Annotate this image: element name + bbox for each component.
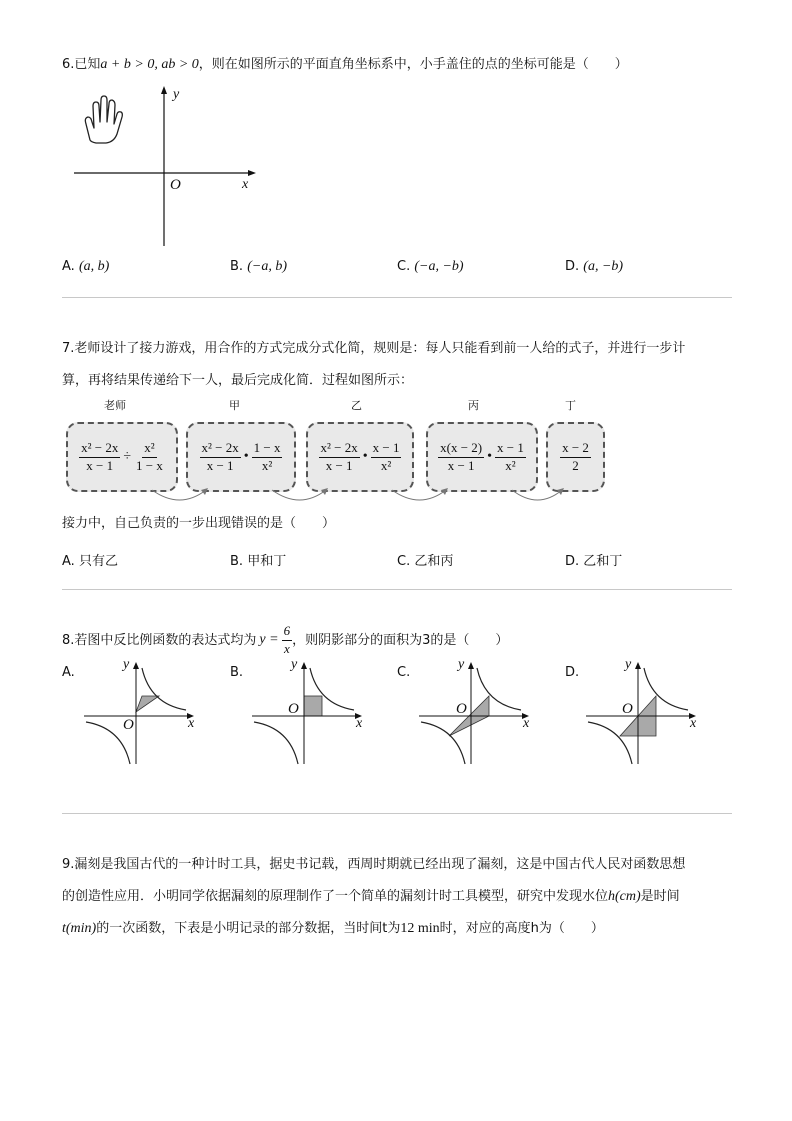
shaded-triangle xyxy=(136,696,159,712)
q6-origin-label: O xyxy=(170,177,181,193)
divider xyxy=(62,589,732,590)
graph-b-origin: O xyxy=(288,701,299,717)
divider xyxy=(62,297,732,298)
q7-question: 接力中，自己负责的一步出现错误的是（ ） xyxy=(62,516,336,531)
q9-stem-line1: 9.漏刻是我国古代的一种计时工具，据史书记载，西周时期就已经出现了漏刻，这是中国古代人民对函数思想 xyxy=(62,857,686,872)
graph-c-origin: O xyxy=(456,701,467,717)
q9-stem-line3: t(min)的一次函数，下表是小明记录的部分数据，当时间t为12 min时，对应的高度h为（ ） xyxy=(62,921,604,936)
box-ding: $\frac{x - 2}{2}$ xyxy=(546,422,605,492)
q8-graph-c xyxy=(415,658,535,768)
q6-y-label: y xyxy=(173,87,180,102)
q8-option-a[interactable]: A. xyxy=(62,665,75,680)
q6-option-b[interactable]: B. (−a, b) xyxy=(230,259,287,274)
graph-c-x-label: x xyxy=(523,716,530,731)
q6-x-label: x xyxy=(242,177,249,192)
q7-stem-line1: 7.老师设计了接力游戏，用合作的方式完成分式化简，规则是：每人只能看到前一人给的式子，并进行一步计 xyxy=(62,341,686,356)
q6-option-a[interactable]: A. (a, b) xyxy=(62,259,110,274)
graph-a-y-label: y xyxy=(123,657,130,672)
q8-graph-b xyxy=(248,658,368,768)
q8-stem: 8. 若图中反比例函数的表达式均为 y = $\frac{6}{x}$ ，则阴影部分的面积为3的是（ ） xyxy=(62,623,509,656)
q8-option-d[interactable]: D. xyxy=(565,665,580,680)
graph-b-y-label: y xyxy=(291,657,298,672)
q6-option-c[interactable]: C. (−a, −b) xyxy=(397,259,464,274)
graph-a-origin: O xyxy=(123,717,134,733)
q8-option-b[interactable]: B. xyxy=(230,665,244,680)
label-ding: 丁 xyxy=(565,399,576,412)
q6-option-d[interactable]: D. (a, −b) xyxy=(565,259,624,274)
relay-arrows xyxy=(0,480,792,510)
graph-a-x-label: x xyxy=(188,716,195,731)
q7-option-b[interactable]: B. 甲和丁 xyxy=(230,554,287,569)
q7-option-d[interactable]: D. 乙和丁 xyxy=(565,554,623,569)
box-jia: $\frac{\text{x² − 2x}}{x - 1}$ • $\frac{1 - x}{\text{x²}}$ xyxy=(186,422,296,492)
q6-stem: 6.已知a + b > 0, ab > 0，则在如图所示的平面直角坐标系中，小手盖住的点的坐标可能是（ ） xyxy=(62,57,628,72)
graph-d-y-label: y xyxy=(625,657,632,672)
graph-d-origin: O xyxy=(622,701,633,717)
divider xyxy=(62,813,732,814)
graph-c-y-label: y xyxy=(458,657,465,672)
shaded-rectangle xyxy=(304,696,322,716)
label-jia: 甲 xyxy=(229,399,240,412)
label-teacher: 老师 xyxy=(104,399,126,412)
q9-stem-line2: 的创造性应用．小明同学依据漏刻的原理制作了一个简单的漏刻计时工具模型，研究中发现水位h(cm)是时间 xyxy=(62,889,680,904)
q8-graph-a xyxy=(80,658,200,768)
graph-b-x-label: x xyxy=(356,716,363,731)
curved-arrow-icon xyxy=(152,490,562,500)
q8-graph-d xyxy=(582,658,702,768)
label-bing: 丙 xyxy=(468,399,479,412)
q6-coordinate-figure xyxy=(70,84,270,254)
q8-option-c[interactable]: C. xyxy=(397,665,411,680)
label-yi: 乙 xyxy=(351,399,362,412)
q7-option-c[interactable]: C. 乙和丙 xyxy=(397,554,454,569)
box-teacher: $\frac{\text{x² − 2x}}{x - 1}$ ÷ $\frac{\text{x²}}{1 - x}$ xyxy=(66,422,178,492)
q7-option-a[interactable]: A. 只有乙 xyxy=(62,554,118,569)
box-bing: $\frac{x(x - 2)}{x - 1}$ • $\frac{x - 1}{\text{x²}}$ xyxy=(426,422,538,492)
q7-stem-line2: 算，再将结果传递给下一人，最后完成化简．过程如图所示： xyxy=(62,373,414,388)
x-axis-arrow xyxy=(248,170,256,176)
box-yi: $\frac{\text{x² − 2x}}{x - 1}$ • $\frac{x - 1}{\text{x²}}$ xyxy=(306,422,414,492)
graph-d-x-label: x xyxy=(690,716,697,731)
hand-icon xyxy=(85,96,122,143)
y-axis-arrow xyxy=(161,86,167,94)
